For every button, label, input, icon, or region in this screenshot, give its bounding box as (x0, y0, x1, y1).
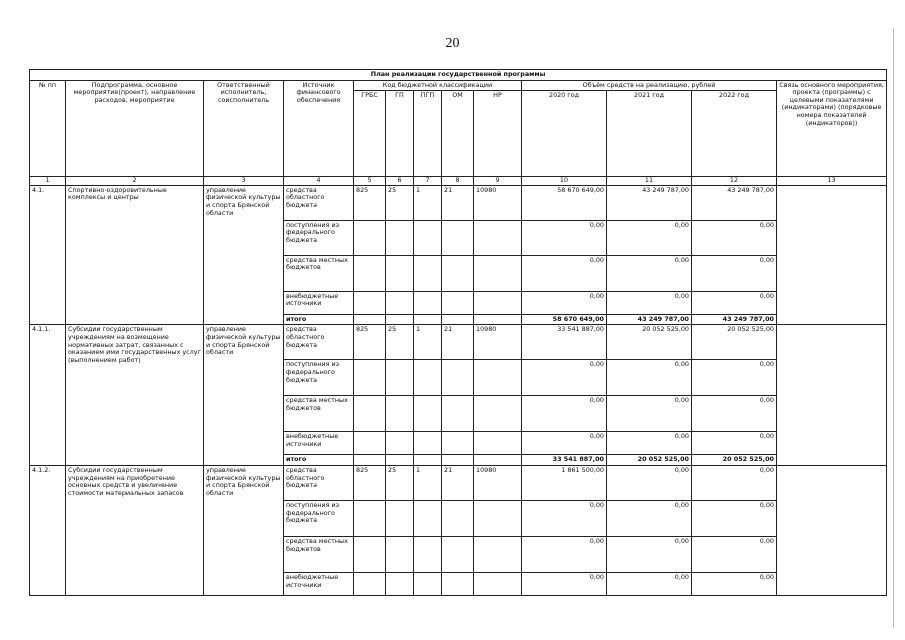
table-row (30, 325, 887, 360)
code-nr: 10980 (474, 185, 522, 220)
program-plan-table (29, 69, 887, 596)
header-funds: Объём средств на реализацию, рублей (522, 80, 777, 91)
header-name: Подпрограмма, основное мероприятие(проект), направление расходов, мероприятие (66, 80, 204, 177)
funding-source: средства местных бюджетов (284, 536, 354, 572)
amount-2021: 0,00 (607, 255, 692, 291)
header-source: Источник финансового обеспечения (284, 80, 354, 177)
amount-2022: 0,00 (692, 396, 777, 432)
column-number: 8 (442, 177, 474, 186)
column-number: 4 (284, 177, 354, 186)
funding-source: средства местных бюджетов (284, 255, 354, 291)
indicator-link (777, 465, 887, 595)
amount-2021: 0,00 (607, 536, 692, 572)
code-om: 21 (442, 325, 474, 360)
funding-source: итого (284, 314, 354, 325)
item-number: 4.1.1. (30, 325, 66, 466)
amount-2020: 1 861 500,00 (522, 465, 607, 500)
indicator-link (777, 185, 887, 325)
amount-2020: 58 670 649,00 (522, 185, 607, 220)
amount-2021: 0,00 (607, 500, 692, 536)
code-grbs: 825 (354, 325, 386, 360)
funding-source: внебюджетные источники (284, 291, 354, 314)
item-name: Субсидии государственным учреждениям на возмещение нормативных затрат, связанных с оказанием ими государственных услуг (выполнением работ) (66, 325, 204, 466)
header-2020: 2020 год (522, 91, 607, 177)
column-number: 9 (474, 177, 522, 186)
funding-source: внебюджетные источники (284, 432, 354, 455)
column-number-row (30, 177, 887, 186)
amount-2022: 20 052 525,00 (692, 325, 777, 360)
table-row (30, 465, 887, 500)
amount-2022: 0,00 (692, 500, 777, 536)
code-pgp: 1 (414, 325, 442, 360)
funding-source: средства областного бюджета (284, 465, 354, 500)
amount-2020: 0,00 (522, 500, 607, 536)
amount-2021: 20 052 525,00 (607, 455, 692, 466)
item-name: Спортивно-оздоровительные комплексы и центры (66, 185, 204, 325)
column-number: 2 (66, 177, 204, 186)
column-number: 1 (30, 177, 66, 186)
code-om: 21 (442, 465, 474, 500)
header-2022: 2022 год (692, 91, 777, 177)
amount-2022: 20 052 525,00 (692, 455, 777, 466)
amount-2021: 20 052 525,00 (607, 325, 692, 360)
item-name: Субсидии государственным учреждениям на приобретение основных средств и увеличение стоимости материальных запасов (66, 465, 204, 595)
column-number: 5 (354, 177, 386, 186)
amount-2021: 43 249 787,00 (607, 185, 692, 220)
funding-source: поступления из федерального бюджета (284, 500, 354, 536)
funding-source: поступления из федерального бюджета (284, 220, 354, 255)
amount-2022: 0,00 (692, 465, 777, 500)
funding-source: поступления из федерального бюджета (284, 360, 354, 396)
column-number: 12 (692, 177, 777, 186)
item-number: 4.1.2. (30, 465, 66, 595)
amount-2021: 0,00 (607, 220, 692, 255)
amount-2021: 43 249 787,00 (607, 314, 692, 325)
code-gp: 25 (386, 185, 414, 220)
header-no: № пп (30, 80, 66, 177)
amount-2021: 0,00 (607, 465, 692, 500)
column-number: 10 (522, 177, 607, 186)
amount-2020: 0,00 (522, 432, 607, 455)
amount-2021: 0,00 (607, 291, 692, 314)
amount-2022: 0,00 (692, 572, 777, 595)
amount-2020: 0,00 (522, 536, 607, 572)
code-pgp: 1 (414, 185, 442, 220)
amount-2022: 0,00 (692, 432, 777, 455)
column-number: 3 (204, 177, 284, 186)
header-2021: 2021 год (607, 91, 692, 177)
amount-2020: 0,00 (522, 220, 607, 255)
column-number: 6 (386, 177, 414, 186)
indicator-link (777, 325, 887, 466)
amount-2020: 0,00 (522, 291, 607, 314)
amount-2020: 58 670 649,00 (522, 314, 607, 325)
amount-2020: 33 541 887,00 (522, 325, 607, 360)
amount-2022: 0,00 (692, 291, 777, 314)
item-executor: управление физической культуры и спорта Брянской области (204, 325, 284, 466)
header-grbs: ГРБС (354, 91, 386, 177)
code-nr: 10980 (474, 325, 522, 360)
column-number: 7 (414, 177, 442, 186)
table-row (30, 185, 887, 220)
amount-2020: 0,00 (522, 396, 607, 432)
code-grbs: 825 (354, 185, 386, 220)
code-gp: 25 (386, 465, 414, 500)
table-title: План реализации государственной программы (30, 70, 887, 81)
amount-2020: 0,00 (522, 360, 607, 396)
header-pgp: ПГП (414, 91, 442, 177)
amount-2021: 0,00 (607, 432, 692, 455)
code-om: 21 (442, 185, 474, 220)
amount-2022: 43 249 787,00 (692, 314, 777, 325)
funding-source: средства областного бюджета (284, 185, 354, 220)
amount-2022: 43 249 787,00 (692, 185, 777, 220)
amount-2020: 0,00 (522, 255, 607, 291)
code-nr: 10980 (474, 465, 522, 500)
scan-edge-line (893, 28, 894, 628)
header-gp: ГП (386, 91, 414, 177)
amount-2022: 0,00 (692, 536, 777, 572)
header-budget-code: Код бюджетной классификации (354, 80, 522, 91)
amount-2020: 33 541 887,00 (522, 455, 607, 466)
amount-2021: 0,00 (607, 396, 692, 432)
item-executor: управление физической культуры и спорта Брянской области (204, 185, 284, 325)
column-number: 11 (607, 177, 692, 186)
funding-source: средства областного бюджета (284, 325, 354, 360)
amount-2022: 0,00 (692, 255, 777, 291)
amount-2021: 0,00 (607, 360, 692, 396)
header-om: ОМ (442, 91, 474, 177)
amount-2021: 0,00 (607, 572, 692, 595)
header-executor: Ответственный исполнитель, соисполнитель (204, 80, 284, 177)
item-number: 4.1. (30, 185, 66, 325)
funding-source: средства местных бюджетов (284, 396, 354, 432)
amount-2022: 0,00 (692, 220, 777, 255)
column-number: 13 (777, 177, 887, 186)
amount-2022: 0,00 (692, 360, 777, 396)
header-link: Связь основного мероприятия, проекта (программы) с целевыми показателями (индикаторами) (порядковые номера показателей (индикаторов)) (777, 80, 887, 177)
amount-2020: 0,00 (522, 572, 607, 595)
funding-source: итого (284, 455, 354, 466)
funding-source: внебюджетные источники (284, 572, 354, 595)
page-number: 20 (445, 36, 460, 51)
code-gp: 25 (386, 325, 414, 360)
header-nr: НР (474, 91, 522, 177)
item-executor: управление физической культуры и спорта Брянской области (204, 465, 284, 595)
code-grbs: 825 (354, 465, 386, 500)
code-pgp: 1 (414, 465, 442, 500)
